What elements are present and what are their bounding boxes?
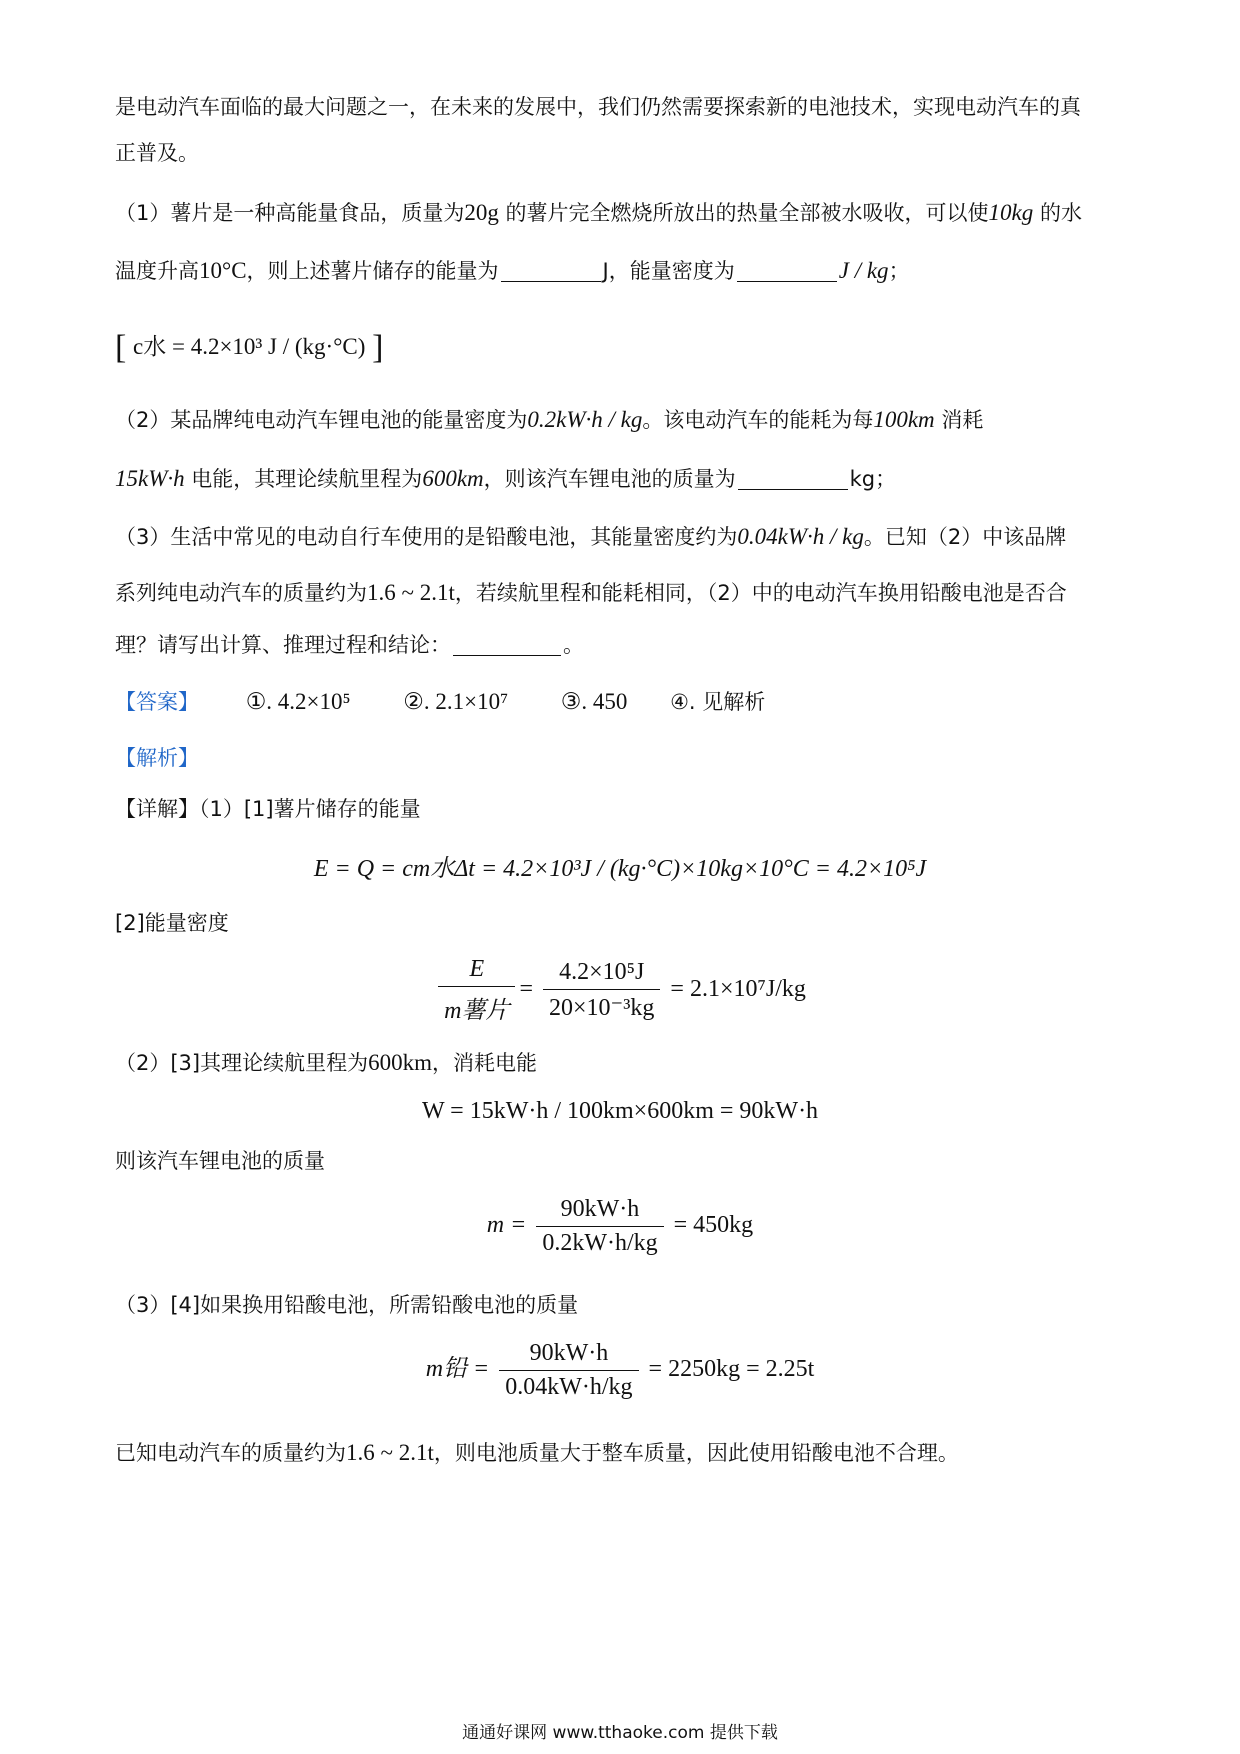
equation-2: $\frac{E}{\text{m薯片}}$ = $\frac{\text{4.2×10⁵J}}{\text{20×10⁻³kg}}$ = 2.1×10⁷J/kg: [0, 956, 1240, 1025]
bracket-open-icon: [: [115, 329, 127, 366]
analysis-step-4: 则该汽车锂电池的质量: [115, 1149, 325, 1173]
answer-3: ③. 450: [560, 689, 628, 714]
water-specific-heat: c水 = 4.2×10³ J / (kg·°C): [133, 334, 366, 359]
q1-mass: 20g: [464, 200, 499, 225]
analysis-label: 【解析】: [115, 746, 199, 770]
answer-4: ④. 见解析: [670, 690, 766, 714]
equation-4: m = $\frac{90kW\cdot h}{0.2kW\cdot h/kg}$ = 450kg: [486, 1196, 754, 1256]
answer-line: [115, 687, 765, 717]
equation-5: m铅 = $\frac{90kW\cdot h}{0.04kW\cdot h/kg}$ = 2250kg = 2.25t: [425, 1340, 815, 1400]
q2-line-1: （2）某品牌纯电动汽车锂电池的能量密度为0.2kW·h / kg。该电动汽车的能耗为每100km 消耗: [115, 407, 984, 432]
equation-3: W = 15kW·h / 100km×600km = 90kW·h: [421, 1098, 819, 1124]
analysis-step-2: [2]能量密度: [115, 911, 229, 935]
eq2-rhs-fraction: $\frac{\text{4.2×10⁵J}}{\text{20×10⁻³kg}}$: [543, 959, 660, 1022]
answer-2: ②. 2.1×10⁷: [403, 689, 509, 714]
answer-blank-1[interactable]: [501, 259, 601, 282]
density-unit: J / kg: [838, 258, 889, 283]
footer-source: 通通好课网 www.tthaoke.com 提供下载: [462, 1723, 778, 1743]
q1-temp: 10°C: [199, 258, 247, 283]
analysis-step-5: （3）[4]如果换用铅酸电池，所需铅酸电池的质量: [115, 1293, 579, 1317]
q1-line-1: （1）薯片是一种高能量食品，质量为20g 的薯片完全燃烧所放出的热量全部被水吸收，可以使10kg 的水: [115, 200, 1082, 225]
q3-line-2: 系列纯电动汽车的质量约为1.6 ~ 2.1t，若续航里程和能耗相同，（2）中的电动汽车换用铅酸电池是否合: [115, 580, 1067, 605]
detail-label: 【详解】: [115, 797, 199, 821]
answer-1: ①. 4.2×10⁵: [245, 689, 351, 714]
q3-line-1: （3）生活中常见的电动自行车使用的是铅酸电池，其能量密度约为0.04kW·h / kg。已知（2）中该品牌: [115, 524, 1067, 549]
eq2-lhs-fraction: $\frac{E}{\text{m薯片}}$: [438, 956, 515, 1025]
answer-label: 【答案】: [115, 690, 199, 714]
q3-line-3: 理？请写出计算、推理过程和结论： 。: [115, 633, 584, 657]
answer-blank-2[interactable]: [737, 259, 837, 282]
intro-line-1: 是电动汽车面临的最大问题之一，在未来的发展中，我们仍然需要探索新的电池技术，实现电动汽车的真: [115, 95, 1081, 119]
q1-water-mass: 10kg: [988, 200, 1034, 225]
detail-line: 【详解】（1）[1]薯片储存的能量: [115, 797, 421, 821]
conclusion-line: 已知电动汽车的质量约为1.6 ~ 2.1t，则电池质量大于整车质量，因此使用铅酸电池不合理。: [115, 1440, 959, 1465]
eq4-fraction: $\frac{90kW\cdot h}{0.2kW\cdot h/kg}$: [536, 1196, 663, 1257]
q1-line-2: 温度升高10°C，则上述薯片储存的能量为 J，能量密度为 J / kg；: [115, 258, 910, 283]
intro-line-2: 正普及。: [115, 141, 199, 165]
analysis-step-3: （2）[3]其理论续航里程为600km，消耗电能: [115, 1050, 537, 1075]
answer-blank-4[interactable]: [453, 633, 561, 656]
q1-constant: [115, 329, 384, 366]
equation-1: E = Q = cm水Δt = 4.2×10³J / (kg·°C)×10kg×10°C = 4.2×10⁵J: [313, 856, 927, 882]
eq5-fraction: $\frac{90kW\cdot h}{0.04kW\cdot h/kg}$: [499, 1340, 638, 1401]
bracket-close-icon: ]: [372, 329, 384, 366]
answer-blank-3[interactable]: [738, 467, 848, 490]
q2-line-2: 15kW·h 电能，其理论续航里程为600km，则该汽车锂电池的质量为 kg；: [115, 466, 897, 491]
